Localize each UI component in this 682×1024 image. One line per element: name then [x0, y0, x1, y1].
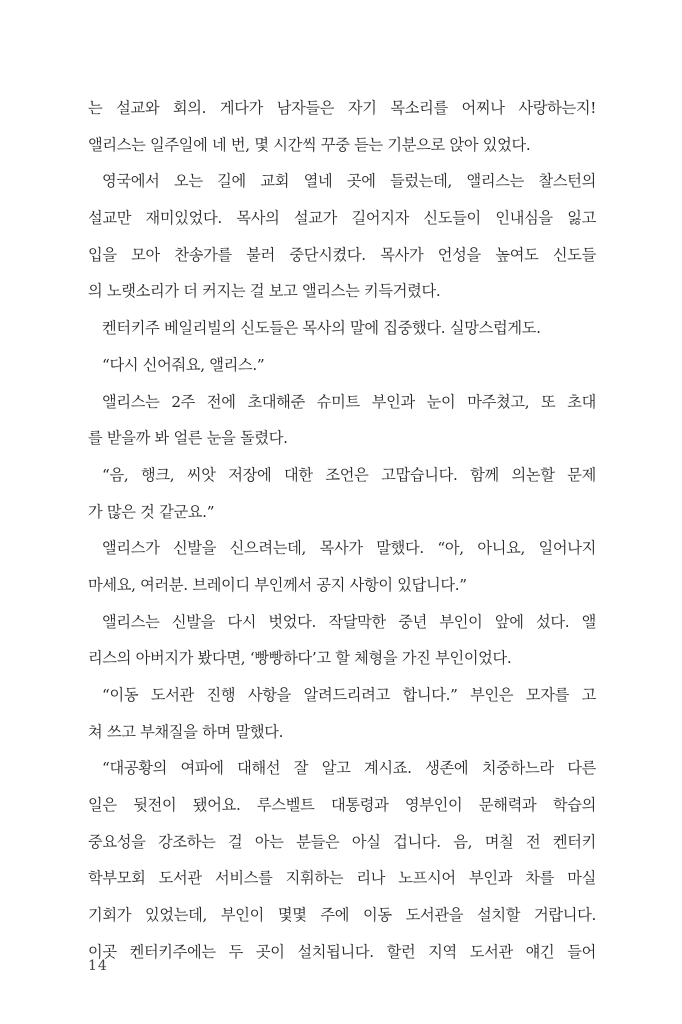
text-line: 마세요, 여러분. 브레이디 부인께서 공지 사항이 있답니다.”	[88, 575, 467, 594]
text-line: 중요성을 강조하는 걸 아는 분들은 아실 겁니다. 음, 며칠 전 켄터키	[88, 832, 596, 851]
text-line: 입을 모아 찬송가를 불러 중단시켰다. 목사가 언성을 높여도 신도들	[88, 245, 596, 264]
text-line: “음, 행크, 씨앗 저장에 대한 조언은 고맙습니다. 함께 의논할 문제	[102, 465, 596, 484]
text-line: 쳐 쓰고 부채질을 하며 말했다.	[88, 722, 284, 741]
text-line: “다시 신어줘요, 앨리스.”	[102, 355, 265, 374]
text-line: 는 설교와 회의. 게다가 남자들은 자기 목소리를 어찌나 사랑하는지!	[88, 99, 596, 117]
body-text	[88, 90, 596, 971]
text-line: 학부모회 도서관 서비스를 지휘하는 리나 노프시어 부인과 차를 마실	[88, 869, 596, 888]
text-line: 를 받을까 봐 얼른 눈을 돌렸다.	[88, 429, 288, 448]
text-line: 의 노랫소리가 더 커지는 걸 보고 앨리스는 키득거렸다.	[88, 282, 441, 301]
text-line: 켄터키주 베일리빌의 신도들은 목사의 말에 집중했다. 실망스럽게도.	[102, 319, 541, 338]
text-line: 일은 뒷전이 됐어요. 루스벨트 대통령과 영부인이 문해력과 학습의	[88, 796, 596, 815]
text-line: 앨리스가 신발을 신으려는데, 목사가 말했다. “아, 아니요, 일어나지	[102, 539, 596, 558]
text-line: 앨리스는 2주 전에 초대해준 슈미트 부인과 눈이 마주쳤고, 또 초대	[102, 392, 596, 411]
text-line: “대공황의 여파에 대해선 잘 알고 계시죠. 생존에 치중하느라 다른	[102, 759, 596, 778]
text-line: 앨리스는 신발을 다시 벗었다. 작달막한 중년 부인이 앞에 섰다. 앨	[102, 612, 596, 631]
text-line: 기회가 있었는데, 부인이 몇몇 주에 이동 도서관을 설치할 거랍니다.	[88, 906, 596, 925]
text-line: 설교만 재미있었다. 목사의 설교가 길어지자 신도들이 인내심을 잃고	[88, 209, 596, 228]
text-line: 가 많은 것 같군요.”	[88, 502, 215, 521]
text-line: 이곳 켄터키주에는 두 곳이 설치됩니다. 할런 지역 도서관 얘긴 들어	[88, 942, 596, 961]
text-line: 리스의 아버지가 봤다면, ‘빵빵하다’고 할 체형을 가진 부인이었다.	[88, 649, 512, 668]
text-line: 영국에서 오는 길에 교회 열네 곳에 들렀는데, 앨리스는 찰스턴의	[102, 172, 596, 191]
text-line: 앨리스는 일주일에 네 번, 몇 시간씩 꾸중 듣는 기분으로 앉아 있었다.	[88, 135, 531, 154]
text-line: “이동 도서관 진행 사항을 알려드리려고 합니다.” 부인은 모자를 고	[102, 686, 596, 704]
page-number: 14	[88, 958, 108, 974]
